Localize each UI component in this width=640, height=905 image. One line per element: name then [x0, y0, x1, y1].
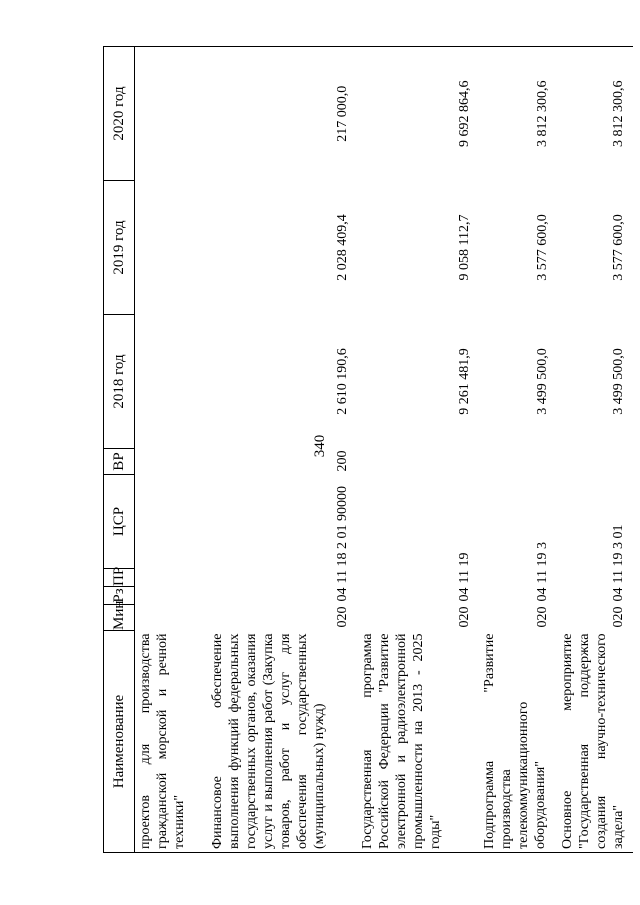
row-2020: 3 812 300,6	[479, 47, 557, 181]
row-2018: 9 261 481,9	[456, 348, 472, 415]
row-2019	[135, 181, 207, 315]
header-pr: ПР	[104, 569, 135, 587]
header-rz: Рз	[104, 587, 135, 605]
row-min: 020	[456, 606, 472, 628]
row-2018: 2 610 190,6	[334, 348, 350, 415]
row-name: Основное мероприятие "Государственная поддержка создания научно-технического задела"	[557, 631, 633, 853]
table-row	[479, 47, 557, 853]
header-2018: 2018 год	[104, 315, 135, 449]
row-vr: 200	[334, 450, 350, 472]
row-csr	[135, 475, 207, 569]
row-min: 020	[534, 606, 550, 628]
table-row	[357, 47, 479, 853]
table-row	[557, 47, 633, 853]
header-2019: 2019 год	[104, 181, 135, 315]
header-name: Наименование	[104, 631, 135, 853]
row-vr	[357, 449, 479, 475]
row-pr: 11	[534, 570, 550, 584]
row-csr: 19	[456, 552, 472, 567]
row-name: Финансовое обеспечение выполнения функций федеральных государственных органов, оказания услуг и выполнения работ (Закупка товаров, работ и услуг для обеспечения государственных (муниципальных) нужд)	[207, 631, 357, 853]
row-2018	[135, 315, 207, 449]
row-2018: 3 499 500,0	[610, 348, 626, 415]
header-vr: ВР	[104, 449, 135, 475]
row-2019: 9 058 112,7	[456, 214, 472, 281]
row-vr	[479, 449, 557, 475]
row-2019: 2 028 409,4	[334, 214, 350, 281]
rotated-table-container	[103, 53, 626, 853]
row-pr: 11	[334, 570, 350, 584]
row-pr	[135, 569, 207, 587]
row-csr: 19 3 01	[610, 524, 626, 567]
row-name: проектов для производства гражданской морской и речной техники"	[135, 631, 207, 853]
row-2018: 3 499 500,0	[534, 348, 550, 415]
row-min: 020	[610, 606, 626, 628]
row-name: Государственная программа Российской Федерации "Развитие электронной и радиоэлектронной промышленности на 2013 - 2025 годы"	[357, 631, 479, 853]
row-vr	[557, 449, 633, 475]
header-2020: 2020 год	[104, 47, 135, 181]
row-vr	[135, 449, 207, 475]
row-pr: 11	[610, 570, 626, 584]
row-csr: 18 2 01 90000	[334, 486, 350, 567]
row-rz: 04	[334, 587, 350, 602]
row-2020: 9 692 864,6	[357, 47, 479, 181]
table-row	[207, 47, 357, 853]
header-min: Мин	[104, 605, 135, 631]
row-rz: 04	[456, 587, 472, 602]
row-min: 020	[334, 606, 350, 628]
row-pr: 11	[456, 570, 472, 584]
budget-table	[103, 46, 633, 853]
row-min	[135, 605, 207, 631]
header-csr: ЦСР	[104, 475, 135, 569]
row-rz	[135, 587, 207, 605]
row-csr: 19 3	[534, 542, 550, 567]
table-row	[135, 47, 207, 853]
table-header-row	[104, 47, 135, 853]
row-2020: 3 812 300,6	[557, 47, 633, 181]
row-2019: 3 577 600,0	[610, 214, 626, 281]
row-rz: 04	[610, 587, 626, 602]
row-2020	[135, 47, 207, 181]
page-number: 340	[312, 434, 328, 458]
row-2019: 3 577 600,0	[534, 214, 550, 281]
row-name: Подпрограмма "Развитие производства телекоммуникационного оборудования"	[479, 631, 557, 853]
row-2020: 217 000,0	[207, 47, 357, 181]
row-rz: 04	[534, 587, 550, 602]
